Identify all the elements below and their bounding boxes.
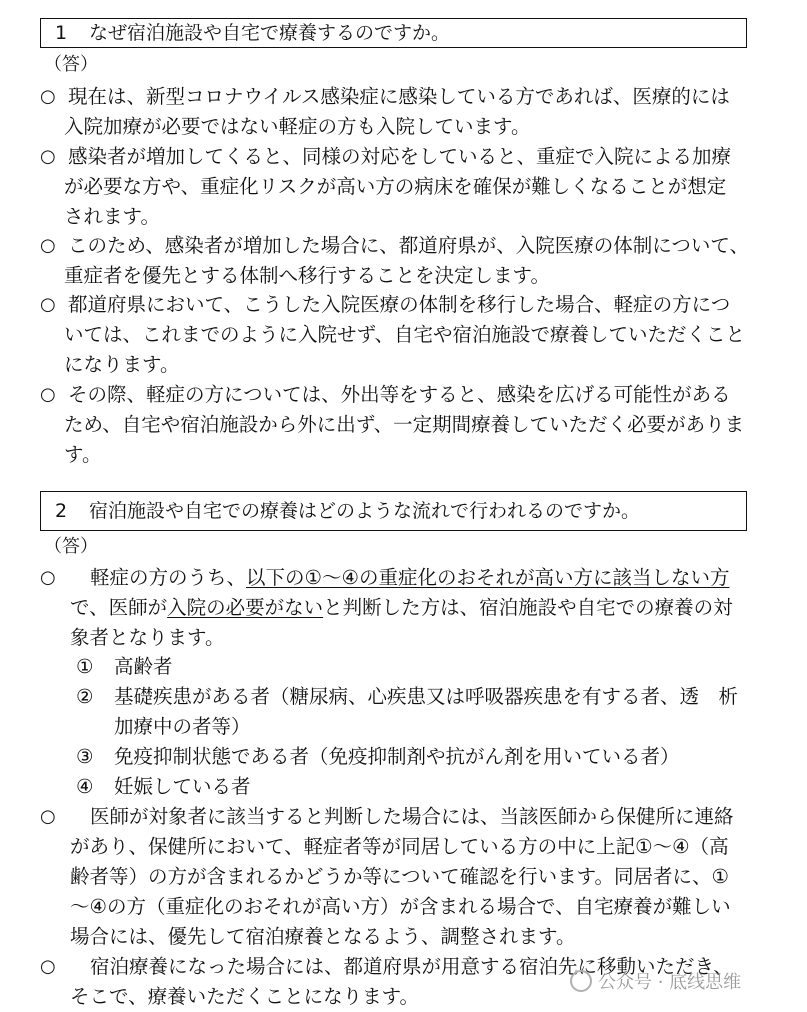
q1-bullet-3-line-1: このため、感染者が増加した場合に、都道府県が、入院医療の体制について、 <box>68 234 749 257</box>
q1-bullet-1 <box>40 82 760 142</box>
q1-bullet-4 <box>40 290 760 380</box>
q1-bullet-2-line-2: が必要な方や、重症化リスクが高い方の病床を確保が難しくなることが想定 <box>64 175 727 198</box>
risk-item-1 <box>76 652 756 682</box>
q1-bullet-2 <box>40 142 760 232</box>
watermark <box>570 966 795 1000</box>
risk-item-text: 免疫抑制状態である者（免疫抑制剤や抗がん剤を用いている者） <box>114 745 680 768</box>
bullet-circle-icon: ○ <box>40 567 56 588</box>
q1-bullet-5 <box>40 380 760 470</box>
watermark-text: 公众号 · 底线思维 <box>598 972 742 993</box>
question-2-number: 2 <box>55 500 68 522</box>
bullet-circle-icon: ○ <box>40 235 56 256</box>
q2-bullet-2-line-5: 場合には、優先して宿泊療養となるよう、調整されます。 <box>70 925 576 948</box>
risk-item-number: ② <box>76 685 94 708</box>
risk-item-3 <box>76 742 756 772</box>
q2-bullet-1-line-2-start: で、医師が <box>70 596 168 619</box>
q2-bullet-1-prefix: 軽症の方のうち、 <box>90 566 247 589</box>
bullet-circle-icon: ○ <box>40 86 56 107</box>
underlined-no-hospitalization: 入院の必要がない <box>167 596 324 619</box>
q2-bullet-1-line-1 <box>40 563 760 593</box>
q2-bullet-1-line-2-end: と判断した方は、宿泊施設や自宅での療養の対 <box>323 596 733 619</box>
question-2-title: 宿泊施設や自宅での療養はどのような流れで行われるのですか。 <box>89 500 641 522</box>
bullet-circle-icon: ○ <box>40 956 56 977</box>
question-1-number: 1 <box>55 22 68 44</box>
q2-bullet-2 <box>40 802 760 952</box>
bullet-circle-icon: ○ <box>40 294 56 315</box>
wechat-logo-icon <box>570 970 592 992</box>
risk-item-number: ④ <box>76 775 94 798</box>
question-2-box <box>40 491 747 531</box>
answer-2-label: （答） <box>44 536 98 557</box>
q2-bullet-2-line-3: 齢者等）の方が含まれるかどうか等について確認を行います。同居者に、① <box>70 865 730 888</box>
bullet-circle-icon: ○ <box>40 384 56 405</box>
risk-item-number: ① <box>76 655 94 678</box>
q1-bullet-4-line-1: 都道府県において、こうした入院医療の体制を移行した場合、軽症の方につ <box>68 293 731 316</box>
q2-bullet-1 <box>40 563 760 653</box>
q1-bullet-3 <box>40 231 760 291</box>
q2-bullet-1-line-2 <box>40 593 760 623</box>
risk-item-text: 妊娠している者 <box>114 775 251 798</box>
bullet-circle-icon: ○ <box>40 146 56 167</box>
q1-bullet-2-line-1: 感染者が増加してくると、同様の対応をしていると、重症で入院による加療 <box>68 145 732 168</box>
answer-1-label: （答） <box>44 54 98 75</box>
q1-bullet-1-line-2: 入院加療が必要ではない軽症の方も入院しています。 <box>64 115 531 138</box>
q1-bullet-1-line-1: 現在は、新型コロナウイルス感染症に感染している方であれば、医療的には <box>68 85 730 108</box>
bullet-circle-icon: ○ <box>40 806 56 827</box>
q2-bullet-2-line-2: があり、保健所において、軽症者等が同居している方の中に上記①～④（高 <box>70 835 729 858</box>
risk-item-text-cont: 加療中の者等） <box>114 715 251 738</box>
q1-bullet-5-line-3: す。 <box>64 443 102 466</box>
q1-bullet-3-line-2: 重症者を優先とする体制へ移行することを決定します。 <box>64 264 550 287</box>
q2-bullet-2-line-4: ～④の方（重症化のおそれが高い方）が含まれる場合で、自宅療養が難しい <box>70 895 731 918</box>
q2-bullet-1-line-3: 象者となります。 <box>70 626 225 649</box>
risk-item-4 <box>76 772 756 802</box>
q1-bullet-4-line-3: になります。 <box>64 353 180 376</box>
q1-bullet-5-line-2: ため、自宅や宿泊施設から外に出ず、一定期間療養していただく必要がありま <box>64 413 745 436</box>
question-1-title: なぜ宿泊施設や自宅で療養するのですか。 <box>89 22 451 44</box>
underlined-condition: 以下の①～④の重症化のおそれが高い方に該当しない方 <box>246 566 730 589</box>
q2-bullet-3-line-1: 宿泊療養になった場合には、都道府県が用意する宿泊先に移動いただき、 <box>90 955 733 978</box>
risk-item-text: 基礎疾患がある者（糖尿病、心疾患又は呼吸器疾患を有する者、透 析 <box>114 685 739 708</box>
question-1-box <box>40 18 747 48</box>
q1-bullet-2-line-3: されます。 <box>64 205 160 228</box>
q2-bullet-2-line-1: 医師が対象者に該当すると判断した場合には、当該医師から保健所に連絡 <box>90 805 734 828</box>
risk-item-text: 高齢者 <box>114 655 173 678</box>
risk-item-2 <box>76 682 756 742</box>
q2-bullet-3-line-2: そこで、療養いただくことになります。 <box>70 985 420 1008</box>
q1-bullet-5-line-1: その際、軽症の方については、外出等をすると、感染を広げる可能性がある <box>68 383 731 406</box>
risk-item-number: ③ <box>76 745 94 768</box>
q1-bullet-4-line-2: いては、これまでのように入院せず、自宅や宿泊施設で療養していただくこと <box>64 323 745 346</box>
